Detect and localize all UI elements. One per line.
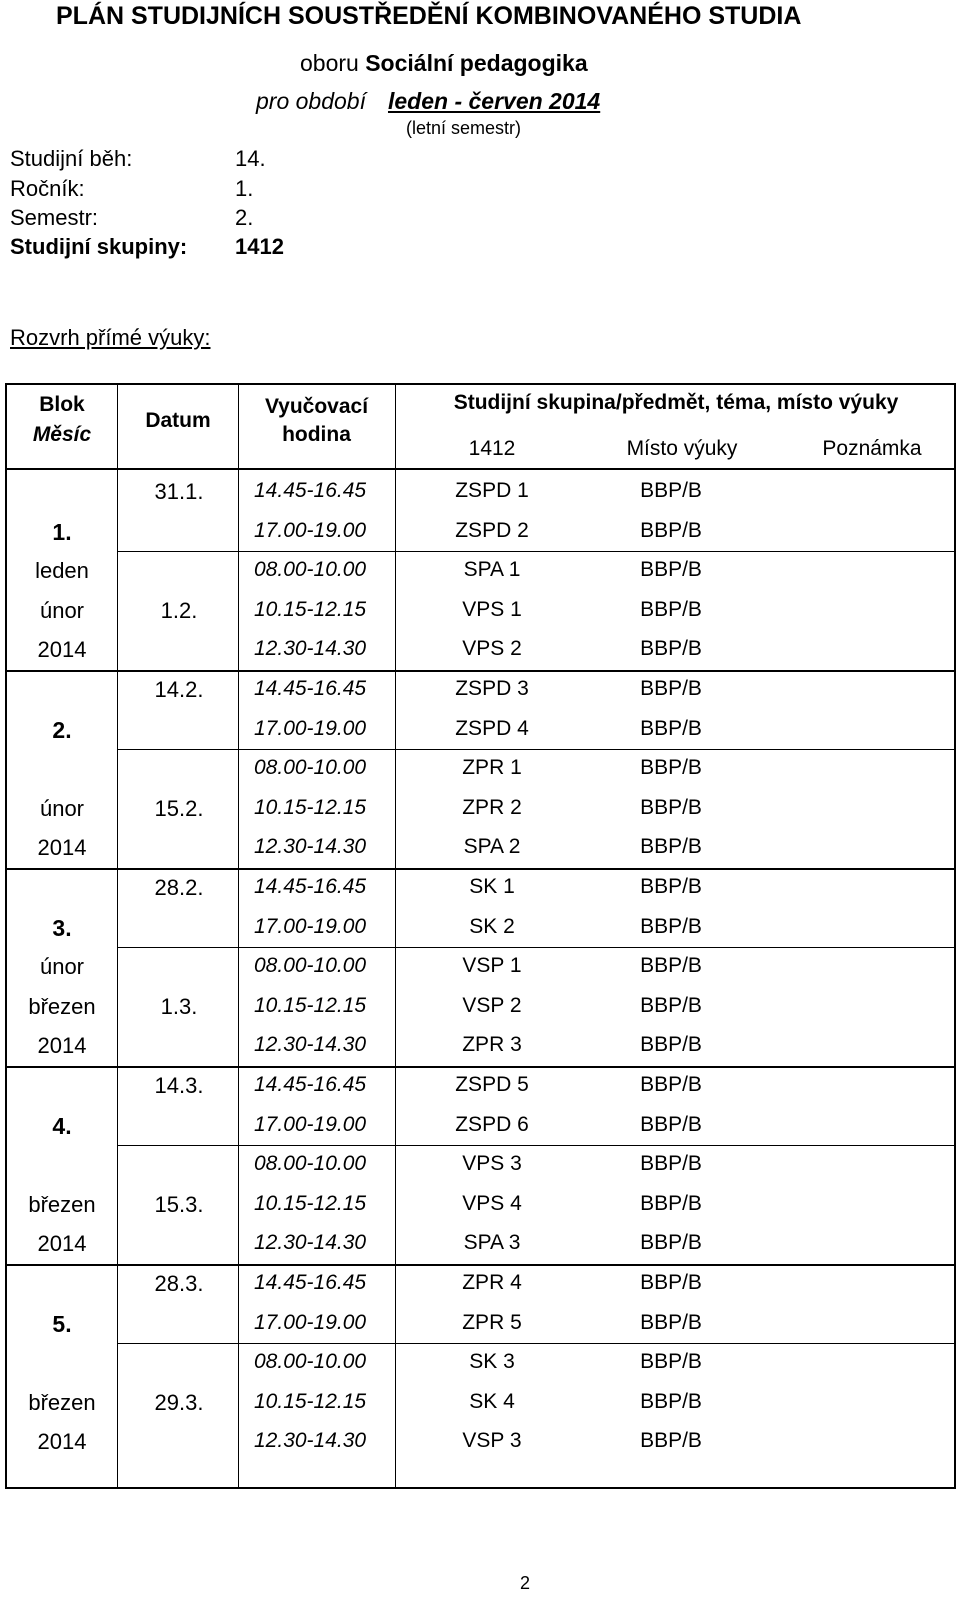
cell-subject: VPS 3	[462, 1152, 522, 1176]
col-header-group: 1412	[468, 437, 516, 460]
cell-month: únor	[39, 597, 85, 623]
info-row-semester	[10, 205, 254, 231]
cell-subject: VPS 2	[462, 637, 522, 661]
col-header-group-title: Studijní skupina/předmět, téma, místo výuky	[453, 391, 899, 414]
info-row-year	[10, 176, 254, 202]
cell-month: 2014	[37, 1231, 87, 1257]
cell-place: BBP/B	[640, 716, 702, 740]
info-row-groups	[10, 234, 284, 260]
cell-month: 3.	[52, 914, 72, 941]
block-divider	[7, 1066, 954, 1068]
info-value: 1.	[235, 176, 254, 201]
cell-date: 14.3.	[154, 1073, 204, 1098]
day-divider	[118, 947, 954, 948]
cell-subject: VPS 1	[462, 597, 522, 621]
cell-time: 10.15-12.15	[254, 1191, 367, 1215]
cell-time: 14.45-16.45	[254, 875, 367, 898]
col-header-place: Místo výuky	[626, 437, 738, 460]
cell-month: 2014	[37, 637, 87, 663]
col-header-hodina-1: Vyučovací	[264, 395, 369, 418]
cell-place: BBP/B	[640, 795, 702, 819]
cell-place: BBP/B	[640, 756, 702, 780]
day-divider	[118, 749, 954, 750]
cell-subject: ZSPD 2	[455, 518, 529, 542]
cell-time: 10.15-12.15	[254, 597, 367, 621]
col-header-datum: Datum	[145, 409, 211, 432]
block-divider	[7, 670, 954, 672]
cell-date: 14.2.	[154, 677, 204, 702]
cell-date: 28.2.	[154, 875, 204, 900]
cell-time: 17.00-19.00	[254, 518, 367, 542]
cell-subject: ZPR 5	[462, 1310, 522, 1334]
cell-place: BBP/B	[640, 518, 702, 542]
cell-date: 1.2.	[160, 597, 198, 623]
cell-place: BBP/B	[640, 1073, 702, 1096]
cell-date: 31.1.	[154, 479, 204, 504]
cell-time: 10.15-12.15	[254, 993, 367, 1017]
cell-month: 4.	[52, 1112, 72, 1139]
cell-time: 10.15-12.15	[254, 1389, 367, 1413]
cell-time: 14.45-16.45	[254, 1073, 367, 1096]
cell-subject: SK 3	[469, 1350, 515, 1374]
cell-time: 14.45-16.45	[254, 1271, 367, 1294]
cell-time: 08.00-10.00	[254, 756, 367, 780]
col-header-hodina-2: hodina	[282, 423, 351, 446]
cell-month: leden	[35, 558, 89, 584]
day-divider	[118, 551, 954, 552]
cell-time: 17.00-19.00	[254, 716, 367, 740]
cell-month: březen	[28, 1191, 96, 1217]
info-value: 1412	[235, 234, 284, 259]
cell-subject: ZSPD 3	[455, 677, 529, 700]
cell-subject: ZSPD 4	[455, 716, 529, 740]
cell-month: 1.	[52, 518, 72, 545]
semester-note: (letní semestr)	[406, 118, 522, 138]
cell-subject: SPA 3	[463, 1231, 521, 1255]
period-value: leden - červen 2014	[387, 88, 601, 114]
cell-subject: ZSPD 1	[455, 479, 529, 502]
cell-subject: SK 2	[469, 914, 515, 938]
cell-place: BBP/B	[640, 1033, 702, 1057]
cell-subject: VSP 2	[462, 993, 522, 1017]
cell-time: 12.30-14.30	[254, 1231, 367, 1255]
cell-subject: SPA 2	[463, 835, 521, 859]
info-value: 2.	[235, 205, 254, 230]
col-header-blok: Blok	[39, 393, 85, 416]
cell-time: 17.00-19.00	[254, 1112, 367, 1136]
cell-place: BBP/B	[640, 1389, 702, 1413]
cell-time: 12.30-14.30	[254, 1033, 367, 1057]
page-number: 2	[520, 1573, 531, 1593]
cell-time: 12.30-14.30	[254, 835, 367, 859]
info-label: Semestr:	[10, 205, 99, 230]
col-header-note: Poznámka	[822, 437, 922, 460]
cell-place: BBP/B	[640, 1350, 702, 1374]
cell-time: 12.30-14.30	[254, 637, 367, 661]
cell-date: 15.2.	[154, 795, 204, 821]
cell-time: 08.00-10.00	[254, 558, 367, 582]
info-label: Studijní skupiny:	[10, 234, 188, 259]
cell-subject: VSP 1	[462, 954, 522, 978]
field-name: Sociální pedagogika	[365, 50, 588, 76]
cell-place: BBP/B	[640, 558, 702, 582]
cell-month: únor	[39, 954, 85, 980]
cell-date: 15.3.	[154, 1191, 204, 1217]
cell-time: 17.00-19.00	[254, 1310, 367, 1334]
info-label: Ročník:	[10, 176, 85, 201]
cell-place: BBP/B	[640, 875, 702, 898]
cell-subject: ZPR 4	[462, 1271, 522, 1294]
cell-place: BBP/B	[640, 1112, 702, 1136]
cell-place: BBP/B	[640, 479, 702, 502]
page-title: PLÁN STUDIJNÍCH SOUSTŘEDĚNÍ KOMBINOVANÉHO STUDIA	[56, 2, 802, 30]
cell-month: březen	[28, 993, 96, 1019]
cell-time: 12.30-14.30	[254, 1429, 367, 1453]
cell-month: 5.	[52, 1310, 72, 1337]
field-prefix: oboru	[300, 50, 359, 76]
info-row-study-run	[10, 146, 266, 172]
cell-place: BBP/B	[640, 1271, 702, 1294]
period-label: pro období	[256, 88, 366, 114]
cell-time: 10.15-12.15	[254, 795, 367, 819]
cell-time: 14.45-16.45	[254, 479, 367, 502]
cell-place: BBP/B	[640, 597, 702, 621]
cell-place: BBP/B	[640, 1310, 702, 1334]
col-header-mesic: Měsíc	[32, 423, 92, 446]
cell-date: 28.3.	[154, 1271, 204, 1296]
field-of-study	[300, 50, 588, 77]
cell-month: 2.	[52, 716, 72, 743]
cell-date: 29.3.	[154, 1389, 204, 1415]
cell-time: 08.00-10.00	[254, 954, 367, 978]
cell-time: 17.00-19.00	[254, 914, 367, 938]
info-label: Studijní běh:	[10, 146, 133, 171]
cell-place: BBP/B	[640, 677, 702, 700]
cell-date: 1.3.	[160, 993, 198, 1019]
day-divider	[118, 1145, 954, 1146]
cell-subject: ZSPD 5	[455, 1073, 529, 1096]
section-title: Rozvrh přímé výuky:	[10, 325, 211, 350]
header-divider	[7, 468, 954, 470]
block-divider	[7, 1264, 954, 1266]
cell-subject: SK 1	[469, 875, 515, 898]
cell-subject: ZSPD 6	[455, 1112, 529, 1136]
cell-month: 2014	[37, 1429, 87, 1455]
cell-place: BBP/B	[640, 1191, 702, 1215]
cell-subject: SK 4	[469, 1389, 515, 1413]
cell-time: 08.00-10.00	[254, 1152, 367, 1176]
cell-subject: ZPR 1	[462, 756, 522, 780]
cell-place: BBP/B	[640, 835, 702, 859]
cell-subject: SPA 1	[463, 558, 521, 582]
info-value: 14.	[235, 146, 266, 171]
cell-month: 2014	[37, 1033, 87, 1059]
schedule-table	[5, 383, 956, 1489]
period	[256, 88, 600, 115]
cell-subject: VSP 3	[462, 1429, 522, 1453]
cell-place: BBP/B	[640, 1231, 702, 1255]
cell-time: 08.00-10.00	[254, 1350, 367, 1374]
cell-month: únor	[39, 795, 85, 821]
cell-place: BBP/B	[640, 1152, 702, 1176]
day-divider	[118, 1343, 954, 1344]
cell-subject: ZPR 2	[462, 795, 522, 819]
cell-month: březen	[28, 1389, 96, 1415]
cell-time: 14.45-16.45	[254, 677, 367, 700]
block-divider	[7, 868, 954, 870]
cell-place: BBP/B	[640, 914, 702, 938]
cell-place: BBP/B	[640, 993, 702, 1017]
cell-place: BBP/B	[640, 637, 702, 661]
cell-subject: ZPR 3	[462, 1033, 522, 1057]
cell-month: 2014	[37, 835, 87, 861]
cell-place: BBP/B	[640, 1429, 702, 1453]
cell-place: BBP/B	[640, 954, 702, 978]
cell-subject: VPS 4	[462, 1191, 522, 1215]
